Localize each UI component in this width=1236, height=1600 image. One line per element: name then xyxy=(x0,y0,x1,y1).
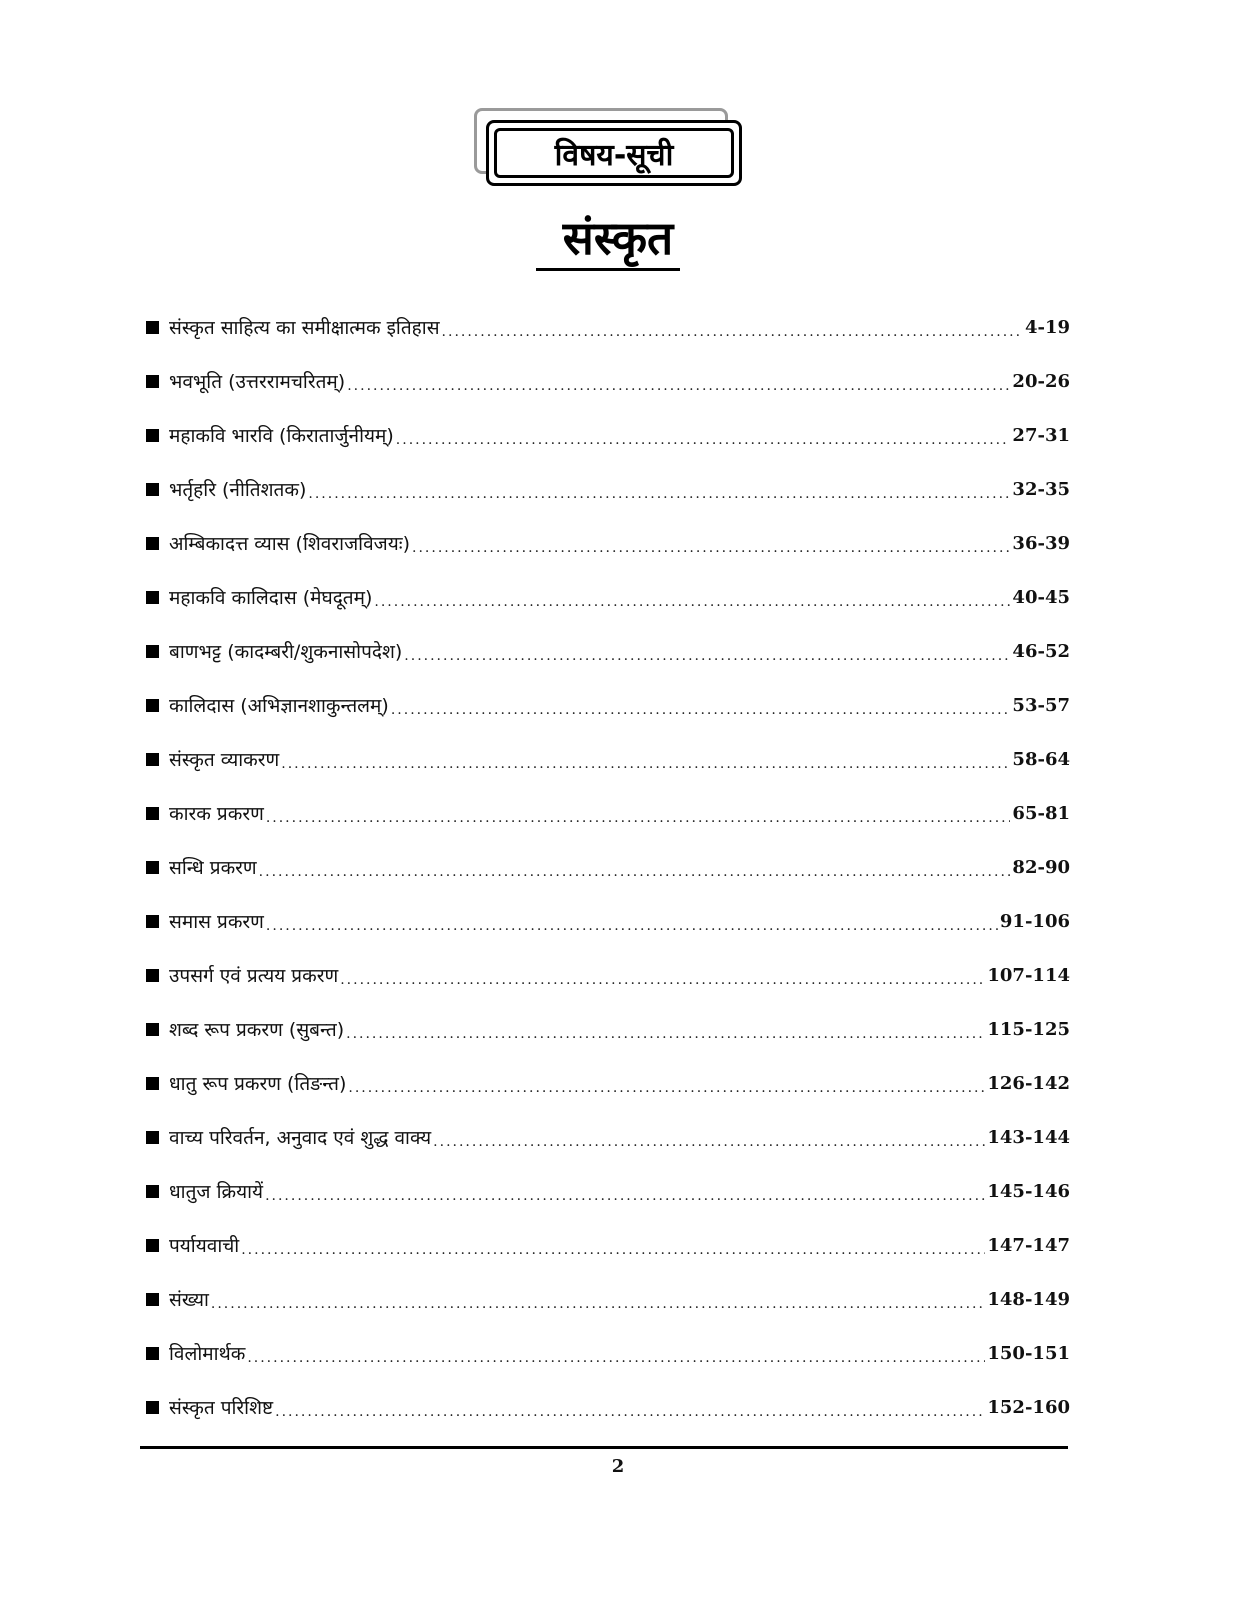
dot-leader xyxy=(247,1350,985,1366)
square-bullet-icon xyxy=(146,807,159,820)
toc-entry-pages: 36-39 xyxy=(1012,532,1070,554)
toc-entry-pages: 4-19 xyxy=(1024,316,1070,338)
toc-entry-title: समास प्रकरण xyxy=(169,911,264,933)
toc-entry[interactable] xyxy=(146,732,1070,786)
dot-leader xyxy=(347,378,1010,394)
dot-leader xyxy=(275,1404,985,1420)
toc-entry[interactable] xyxy=(146,1110,1070,1164)
toc-entry-pages: 107-114 xyxy=(987,964,1070,986)
dot-leader xyxy=(259,864,1011,880)
toc-entry[interactable] xyxy=(146,1326,1070,1380)
toc-entry-pages: 143-144 xyxy=(987,1126,1070,1148)
square-bullet-icon xyxy=(146,375,159,388)
square-bullet-icon xyxy=(146,321,159,334)
dot-leader xyxy=(396,432,1011,448)
dot-leader xyxy=(348,1080,985,1096)
toc-entry[interactable] xyxy=(146,462,1070,516)
square-bullet-icon xyxy=(146,591,159,604)
toc-entry[interactable] xyxy=(146,894,1070,948)
dot-leader xyxy=(241,1242,985,1258)
toc-entry[interactable] xyxy=(146,354,1070,408)
toc-entry-title: धातुज क्रियायें xyxy=(169,1181,264,1203)
toc-entry[interactable] xyxy=(146,570,1070,624)
toc-heading: विषय-सूची xyxy=(494,128,734,178)
table-of-contents xyxy=(146,300,1070,1434)
square-bullet-icon xyxy=(146,699,159,712)
toc-entry-title: कालिदास (अभिज्ञानशाकुन्तलम्) xyxy=(169,695,389,717)
square-bullet-icon xyxy=(146,1077,159,1090)
toc-entry[interactable] xyxy=(146,300,1070,354)
toc-entry-title: उपसर्ग एवं प्रत्यय प्रकरण xyxy=(169,965,339,987)
dot-leader xyxy=(281,756,1010,772)
toc-entry-pages: 91-106 xyxy=(999,910,1070,932)
dot-leader xyxy=(308,486,1010,502)
square-bullet-icon xyxy=(146,915,159,928)
toc-entry-pages: 82-90 xyxy=(1012,856,1070,878)
dot-leader xyxy=(433,1134,985,1150)
toc-entry-pages: 58-64 xyxy=(1012,748,1070,770)
toc-entry-title: भर्तृहरि (नीतिशतक) xyxy=(169,479,307,501)
square-bullet-icon xyxy=(146,429,159,442)
dot-leader xyxy=(374,594,1010,610)
toc-entry[interactable] xyxy=(146,948,1070,1002)
toc-entry-pages: 46-52 xyxy=(1012,640,1070,662)
toc-entry-title: सन्धि प्रकरण xyxy=(169,857,257,879)
toc-entry-pages: 148-149 xyxy=(987,1288,1070,1310)
toc-entry-title: संस्कृत साहित्य का समीक्षात्मक इतिहास xyxy=(169,317,440,339)
square-bullet-icon xyxy=(146,1239,159,1252)
footer-rule xyxy=(140,1446,1068,1449)
toc-entry[interactable] xyxy=(146,1056,1070,1110)
dot-leader xyxy=(211,1296,985,1312)
dot-leader xyxy=(266,810,1011,826)
toc-entry[interactable] xyxy=(146,1380,1070,1434)
square-bullet-icon xyxy=(146,753,159,766)
toc-entry-pages: 152-160 xyxy=(987,1396,1070,1418)
square-bullet-icon xyxy=(146,483,159,496)
square-bullet-icon xyxy=(146,1023,159,1036)
toc-entry-title: महाकवि कालिदास (मेघदूतम्) xyxy=(169,587,373,609)
dot-leader xyxy=(412,540,1010,556)
toc-entry-title: महाकवि भारवि (किरातार्जुनीयम्) xyxy=(169,425,394,447)
toc-entry[interactable] xyxy=(146,516,1070,570)
toc-entry-title: संख्या xyxy=(169,1289,209,1311)
square-bullet-icon xyxy=(146,1185,159,1198)
square-bullet-icon xyxy=(146,1347,159,1360)
dot-leader xyxy=(265,1188,985,1204)
square-bullet-icon xyxy=(146,645,159,658)
toc-entry-pages: 40-45 xyxy=(1012,586,1070,608)
toc-entry-pages: 32-35 xyxy=(1012,478,1070,500)
toc-entry[interactable] xyxy=(146,1272,1070,1326)
square-bullet-icon xyxy=(146,537,159,550)
toc-entry[interactable] xyxy=(146,624,1070,678)
toc-entry-pages: 53-57 xyxy=(1012,694,1070,716)
toc-entry[interactable] xyxy=(146,408,1070,462)
toc-entry-title: धातु रूप प्रकरण (तिङन्त) xyxy=(169,1073,347,1095)
dot-leader xyxy=(340,972,985,988)
dot-leader xyxy=(346,1026,985,1042)
toc-entry-title: शब्द रूप प्रकरण (सुबन्त) xyxy=(169,1019,345,1041)
square-bullet-icon xyxy=(146,861,159,874)
toc-entry-title: संस्कृत व्याकरण xyxy=(169,749,280,771)
square-bullet-icon xyxy=(146,1293,159,1306)
toc-entry-title: अम्बिकादत्त व्यास (शिवराजविजयः) xyxy=(169,533,411,555)
page-number: 2 xyxy=(611,1456,625,1477)
toc-entry-title: वाच्य परिवर्तन, अनुवाद एवं शुद्ध वाक्य xyxy=(169,1127,432,1149)
dot-leader xyxy=(391,702,1011,718)
toc-entry-pages: 27-31 xyxy=(1012,424,1070,446)
toc-entry-title: संस्कृत परिशिष्ट xyxy=(169,1397,274,1419)
toc-entry-title: विलोमार्थक xyxy=(169,1343,246,1365)
toc-entry-pages: 126-142 xyxy=(987,1072,1070,1094)
toc-entry[interactable] xyxy=(146,1002,1070,1056)
square-bullet-icon xyxy=(146,1131,159,1144)
toc-entry-title: बाणभट्ट (कादम्बरी/शुकनासोपदेश) xyxy=(169,641,403,663)
toc-entry-pages: 20-26 xyxy=(1012,370,1070,392)
toc-entry-title: कारक प्रकरण xyxy=(169,803,264,825)
subject-underline xyxy=(536,268,680,271)
toc-entry-pages: 65-81 xyxy=(1012,802,1070,824)
toc-entry-pages: 115-125 xyxy=(987,1018,1070,1040)
toc-entry-title: भवभूति (उत्तररामचरितम्) xyxy=(169,371,346,393)
toc-entry[interactable] xyxy=(146,840,1070,894)
toc-entry[interactable] xyxy=(146,1164,1070,1218)
dot-leader xyxy=(442,324,1023,340)
dot-leader xyxy=(266,918,998,934)
toc-entry-pages: 147-147 xyxy=(987,1234,1070,1256)
square-bullet-icon xyxy=(146,1401,159,1414)
toc-entry-title: पर्यायवाची xyxy=(169,1235,240,1257)
square-bullet-icon xyxy=(146,969,159,982)
toc-entry-pages: 145-146 xyxy=(987,1180,1070,1202)
toc-entry[interactable] xyxy=(146,678,1070,732)
toc-entry-pages: 150-151 xyxy=(987,1342,1070,1364)
subject-title: संस्कृत xyxy=(562,211,674,265)
toc-entry[interactable] xyxy=(146,786,1070,840)
toc-entry[interactable] xyxy=(146,1218,1070,1272)
dot-leader xyxy=(404,648,1010,664)
